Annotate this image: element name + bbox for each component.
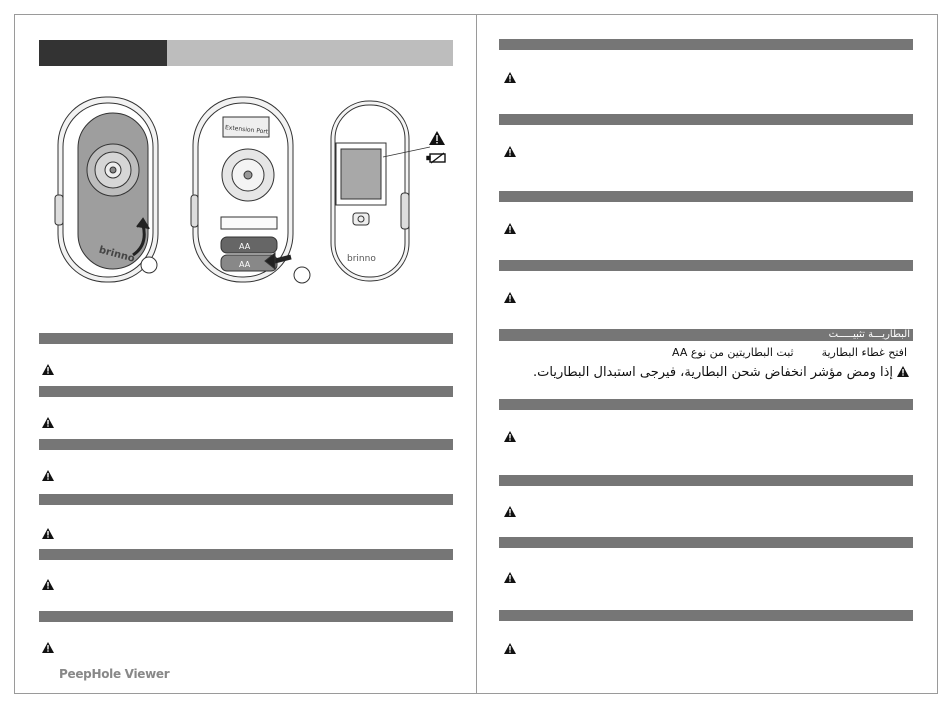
- section-bar: [499, 610, 913, 621]
- warning-icon: [504, 506, 516, 517]
- step-open-cover: افتح غطاء البطارية: [821, 346, 907, 359]
- product-name-footer: PeepHole Viewer: [59, 667, 170, 681]
- low-battery-icon: [427, 153, 445, 163]
- section-bar: [499, 260, 913, 271]
- warning-icon: [42, 528, 54, 539]
- warning-icon: [504, 643, 516, 654]
- section-bar: [499, 191, 913, 202]
- section-bar: [39, 494, 453, 505]
- warning-icon: [897, 366, 909, 381]
- right-page: [476, 14, 938, 694]
- low-battery-warning-line: [533, 365, 909, 381]
- section-header-tab: [39, 40, 167, 66]
- warning-icon: [504, 292, 516, 303]
- warning-icon: [42, 364, 54, 375]
- section-bar: [39, 386, 453, 397]
- device-illustration: [53, 95, 453, 295]
- front-brand-text: brinno: [347, 254, 376, 264]
- warning-icon: [504, 72, 516, 83]
- warning-icon: [504, 223, 516, 234]
- device-battery-compartment: [191, 97, 310, 283]
- warning-icon: [504, 146, 516, 157]
- section-bar: [499, 39, 913, 50]
- battery-2-label: AA: [239, 260, 251, 269]
- step-install-batteries: ثبت البطاريتين من نوع AA: [672, 346, 794, 359]
- section-header-band: [167, 40, 453, 66]
- warning-icon: [504, 572, 516, 583]
- section-bar: [39, 611, 453, 622]
- section-bar: [39, 439, 453, 450]
- battery-install-heading: البطاريـــة تثبيـــــت: [499, 329, 913, 341]
- warning-icon: [42, 417, 54, 428]
- device-front-view: [331, 101, 430, 281]
- section-bar: [499, 537, 913, 548]
- section-bar: [39, 333, 453, 344]
- section-bar: [499, 399, 913, 410]
- warning-icon: [429, 131, 445, 145]
- extension-port-label: Extension Port: [224, 124, 269, 136]
- left-page: [14, 14, 477, 694]
- battery-steps-line: [672, 346, 907, 359]
- warning-icon: [42, 642, 54, 653]
- warning-icon: [42, 470, 54, 481]
- section-bar: [499, 475, 913, 486]
- section-bar: [39, 549, 453, 560]
- back-brand-text: brinno: [97, 244, 136, 265]
- low-battery-warning-text: إذا ومض مؤشر انخفاض شحن البطارية، فيرجى استبدال البطاريات.: [533, 365, 893, 380]
- warning-icon: [504, 431, 516, 442]
- battery-1-label: AA: [239, 242, 251, 251]
- warning-icon: [42, 579, 54, 590]
- section-bar: [499, 114, 913, 125]
